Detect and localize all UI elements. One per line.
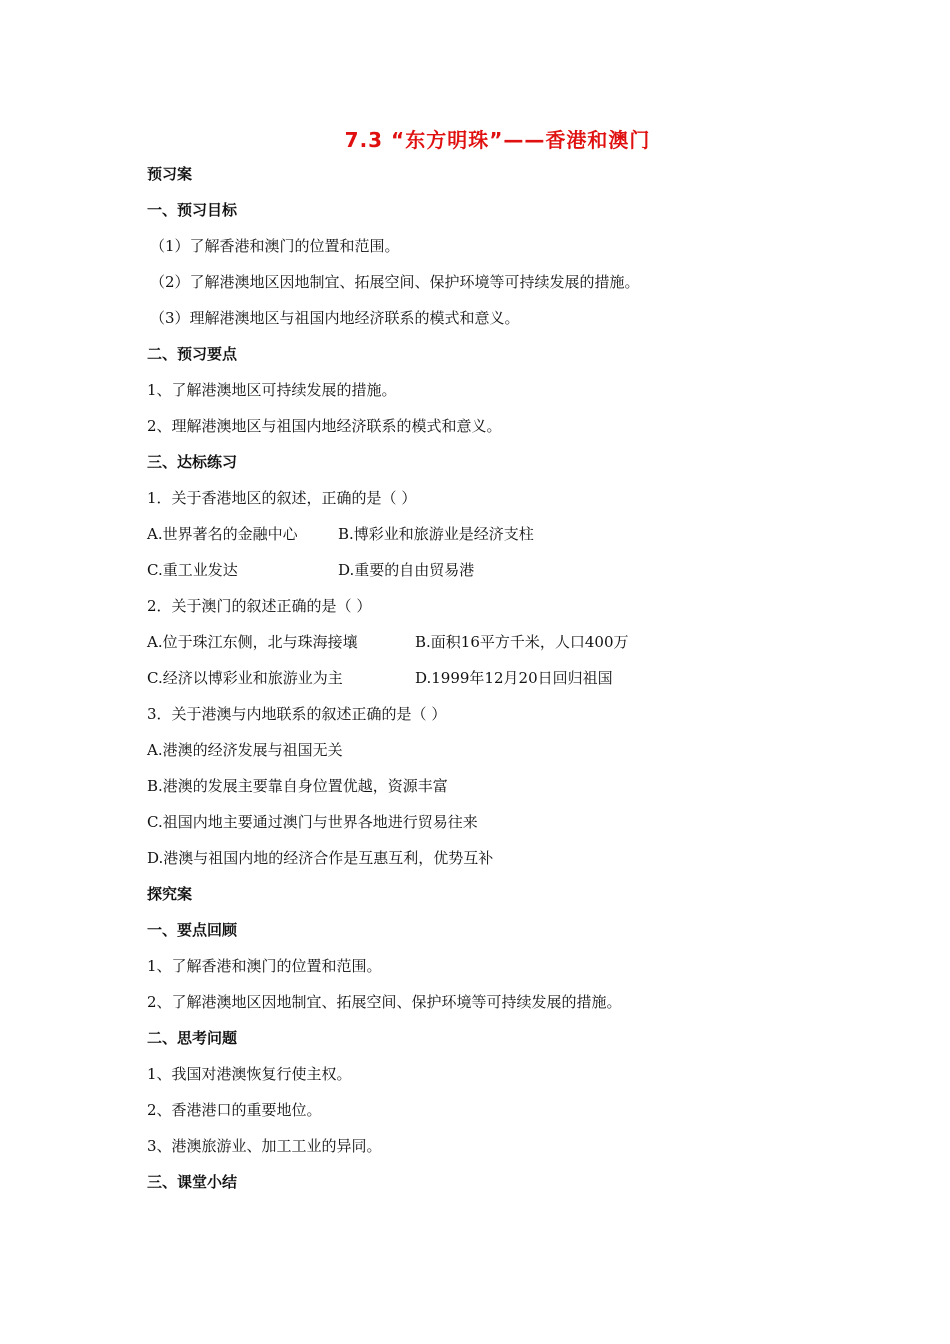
question-1-option-c: C.重工业发达 bbox=[147, 561, 238, 579]
question-2-option-b: B.面积16平方千米，人口400万 bbox=[415, 633, 629, 651]
review-heading: 一、要点回顾 bbox=[147, 921, 238, 939]
summary-heading: 三、课堂小结 bbox=[147, 1173, 238, 1191]
section-inquiry-heading: 探究案 bbox=[147, 885, 193, 903]
document-title: 7.3 “东方明珠”——香港和澳门 bbox=[344, 128, 651, 152]
question-item-2: 2、香港港口的重要地位。 bbox=[147, 1101, 322, 1119]
key-point-item-1: 1、了解港澳地区可持续发展的措施。 bbox=[147, 381, 397, 399]
question-2-stem: 2．关于澳门的叙述正确的是（ ） bbox=[147, 597, 372, 615]
review-item-2: 2、了解港澳地区因地制宜、拓展空间、保护环境等可持续发展的措施。 bbox=[147, 993, 622, 1011]
goal-item-2: （2）了解港澳地区因地制宜、拓展空间、保护环境等可持续发展的措施。 bbox=[150, 273, 640, 291]
questions-heading: 二、思考问题 bbox=[147, 1029, 238, 1047]
goal-item-1: （1）了解香港和澳门的位置和范围。 bbox=[150, 237, 400, 255]
question-3-option-a: A.港澳的经济发展与祖国无关 bbox=[147, 741, 343, 759]
question-2-option-a: A.位于珠江东侧，北与珠海接壤 bbox=[147, 633, 358, 651]
question-3-option-b: B.港澳的发展主要靠自身位置优越，资源丰富 bbox=[147, 777, 448, 795]
question-1-option-b: B.博彩业和旅游业是经济支柱 bbox=[338, 525, 534, 543]
key-points-heading: 二、预习要点 bbox=[147, 345, 238, 363]
question-3-option-d: D.港澳与祖国内地的经济合作是互惠互利，优势互补 bbox=[147, 849, 494, 867]
question-3-option-c: C.祖国内地主要通过澳门与世界各地进行贸易往来 bbox=[147, 813, 478, 831]
goal-item-3: （3）理解港澳地区与祖国内地经济联系的模式和意义。 bbox=[150, 309, 520, 327]
section-preview-heading: 预习案 bbox=[147, 165, 193, 183]
key-point-item-2: 2、理解港澳地区与祖国内地经济联系的模式和意义。 bbox=[147, 417, 502, 435]
question-item-3: 3、港澳旅游业、加工工业的异同。 bbox=[147, 1137, 382, 1155]
question-2-option-d: D.1999年12月20日回归祖国 bbox=[415, 669, 613, 687]
exercises-heading: 三、达标练习 bbox=[147, 453, 238, 471]
goals-heading: 一、预习目标 bbox=[147, 201, 238, 219]
review-item-1: 1、了解香港和澳门的位置和范围。 bbox=[147, 957, 382, 975]
question-3-stem: 3．关于港澳与内地联系的叙述正确的是（ ） bbox=[147, 705, 447, 723]
question-1-option-d: D.重要的自由贸易港 bbox=[338, 561, 475, 579]
question-1-option-a: A.世界著名的金融中心 bbox=[147, 525, 298, 543]
question-2-option-c: C.经济以博彩业和旅游业为主 bbox=[147, 669, 343, 687]
question-1-stem: 1．关于香港地区的叙述，正确的是（ ） bbox=[147, 489, 417, 507]
question-item-1: 1、我国对港澳恢复行使主权。 bbox=[147, 1065, 352, 1083]
